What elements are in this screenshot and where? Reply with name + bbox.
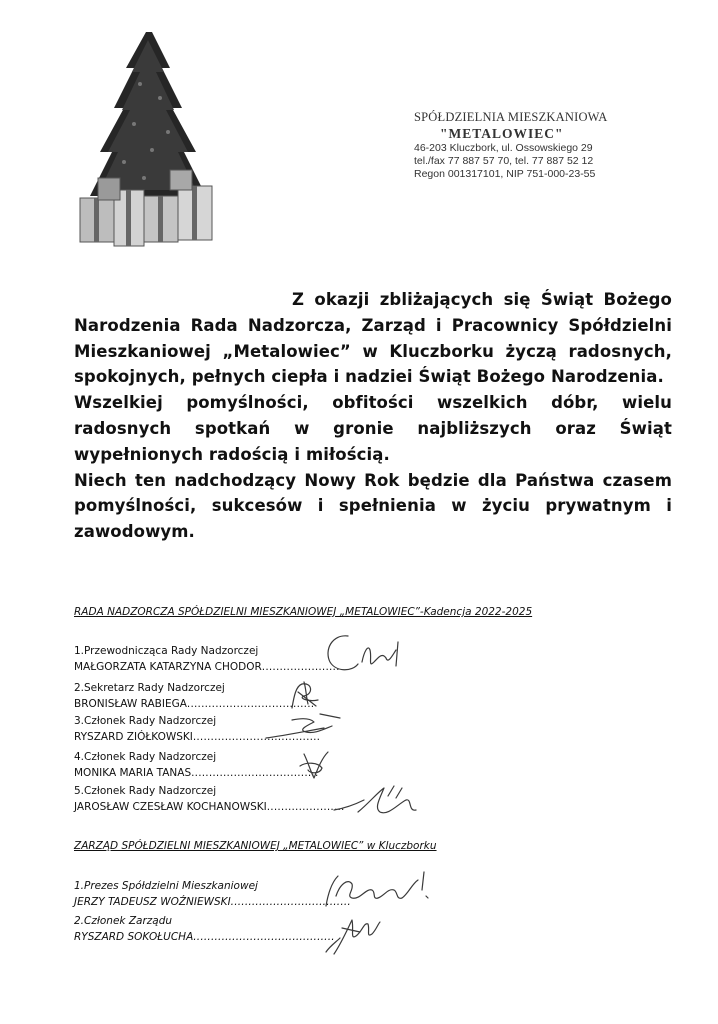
management-member-1 <box>74 878 351 910</box>
member-role: 2.Członek Zarządu <box>74 915 173 927</box>
supervisory-member-4 <box>74 749 319 781</box>
signature-icon-chodor <box>312 628 412 680</box>
member-name: JAROSŁAW CZESŁAW KOCHANOWSKI <box>74 801 267 813</box>
member-role: 5.Członek Rady Nadzorczej <box>74 785 217 797</box>
cooperative-registry: Regon 001317101, NIP 751-000-23-55 <box>414 168 596 180</box>
supervisory-board-title: RADA NADZORCZA SPÓŁDZIELNI MIESZKANIOWEJ „METALOWIEC”-Kadencja 2022-2025 <box>74 606 533 618</box>
signature-icon-sokolucha <box>320 912 384 958</box>
greeting-paragraph-1-text: Z okazji zbliżających się Świąt Bożego Narodzenia Rada Nadzorcza, Zarząd i Pracownicy Spółdzielni Mieszkaniowej „Metalowiec” w Kluczborku życzą radosnych, spokojnych, pełnych ciepła i nadziei Świąt Bożego Narodzenia. <box>74 290 672 387</box>
greeting-text <box>74 287 672 545</box>
member-name: RYSZARD ZIÓŁKOWSKI <box>74 731 193 743</box>
signature-icon-tanas <box>292 744 332 784</box>
greeting-paragraph-3: Niech ten nadchodzący Nowy Rok będzie dla Państwa czasem pomyślności, sukcesów i spełnienia w życiu prywatnym i zawodowym. <box>74 470 672 542</box>
member-role: 1.Prezes Spółdzielni Mieszkaniowej <box>74 880 258 892</box>
signature-icon-kochanowski <box>328 782 424 820</box>
member-name: RYSZARD SOKOŁUCHA <box>74 931 194 943</box>
signature-icon-rabiega <box>284 678 330 714</box>
member-role: 1.Przewodnicząca Rady Nadzorczej <box>74 645 259 657</box>
member-name: JERZY TADEUSZ WOŹNIEWSKI <box>74 896 231 908</box>
management-member-2 <box>74 913 335 945</box>
member-name: MONIKA MARIA TANAS <box>74 767 192 779</box>
cooperative-brand: "METALOWIEC" <box>440 126 564 141</box>
signature-line: ...................... <box>266 801 345 813</box>
supervisory-member-5 <box>74 783 345 815</box>
signature-line: ........................................ <box>193 931 335 943</box>
cooperative-address: 46-203 Kluczbork, ul. Ossowskiego 29 <box>414 142 593 154</box>
signature-line: .................................... <box>191 767 319 779</box>
signature-line: .................................... <box>186 698 315 710</box>
member-name: BRONISŁAW RABIEGA <box>74 698 187 710</box>
cooperative-phone: tel./fax 77 887 57 70, tel. 77 887 52 12 <box>414 155 594 167</box>
cooperative-header <box>414 110 634 181</box>
member-name: MAŁGORZATA KATARZYNA CHODOR <box>74 661 262 673</box>
signature-icon-wozniewski <box>318 870 438 914</box>
signature-line: .................................... <box>192 731 321 743</box>
signature-icon-ziolkowski <box>262 710 346 746</box>
member-role: 2.Sekretarz Rady Nadzorczej <box>74 682 225 694</box>
christmas-tree-icon <box>78 28 218 248</box>
signature-line: .................................. <box>230 896 351 908</box>
member-role: 3.Członek Rady Nadzorczej <box>74 715 217 727</box>
supervisory-member-1 <box>74 643 340 675</box>
management-board-title: ZARZĄD SPÓŁDZIELNI MIESZKANIOWEJ „METALOWIEC” w Kluczborku <box>74 840 437 852</box>
cooperative-name: SPÓŁDZIELNIA MIESZKANIOWA <box>414 110 608 124</box>
greeting-paragraph-2: Wszelkiej pomyślności, obfitości wszelkich dóbr, wielu radosnych spotkań w gronie najbliższych oraz Świąt wypełnionych radością i miłością. <box>74 393 672 464</box>
supervisory-member-2 <box>74 680 314 712</box>
greeting-paragraph-1 <box>74 287 672 390</box>
member-role: 4.Członek Rady Nadzorczej <box>74 751 217 763</box>
signature-line: ...................... <box>261 661 340 673</box>
